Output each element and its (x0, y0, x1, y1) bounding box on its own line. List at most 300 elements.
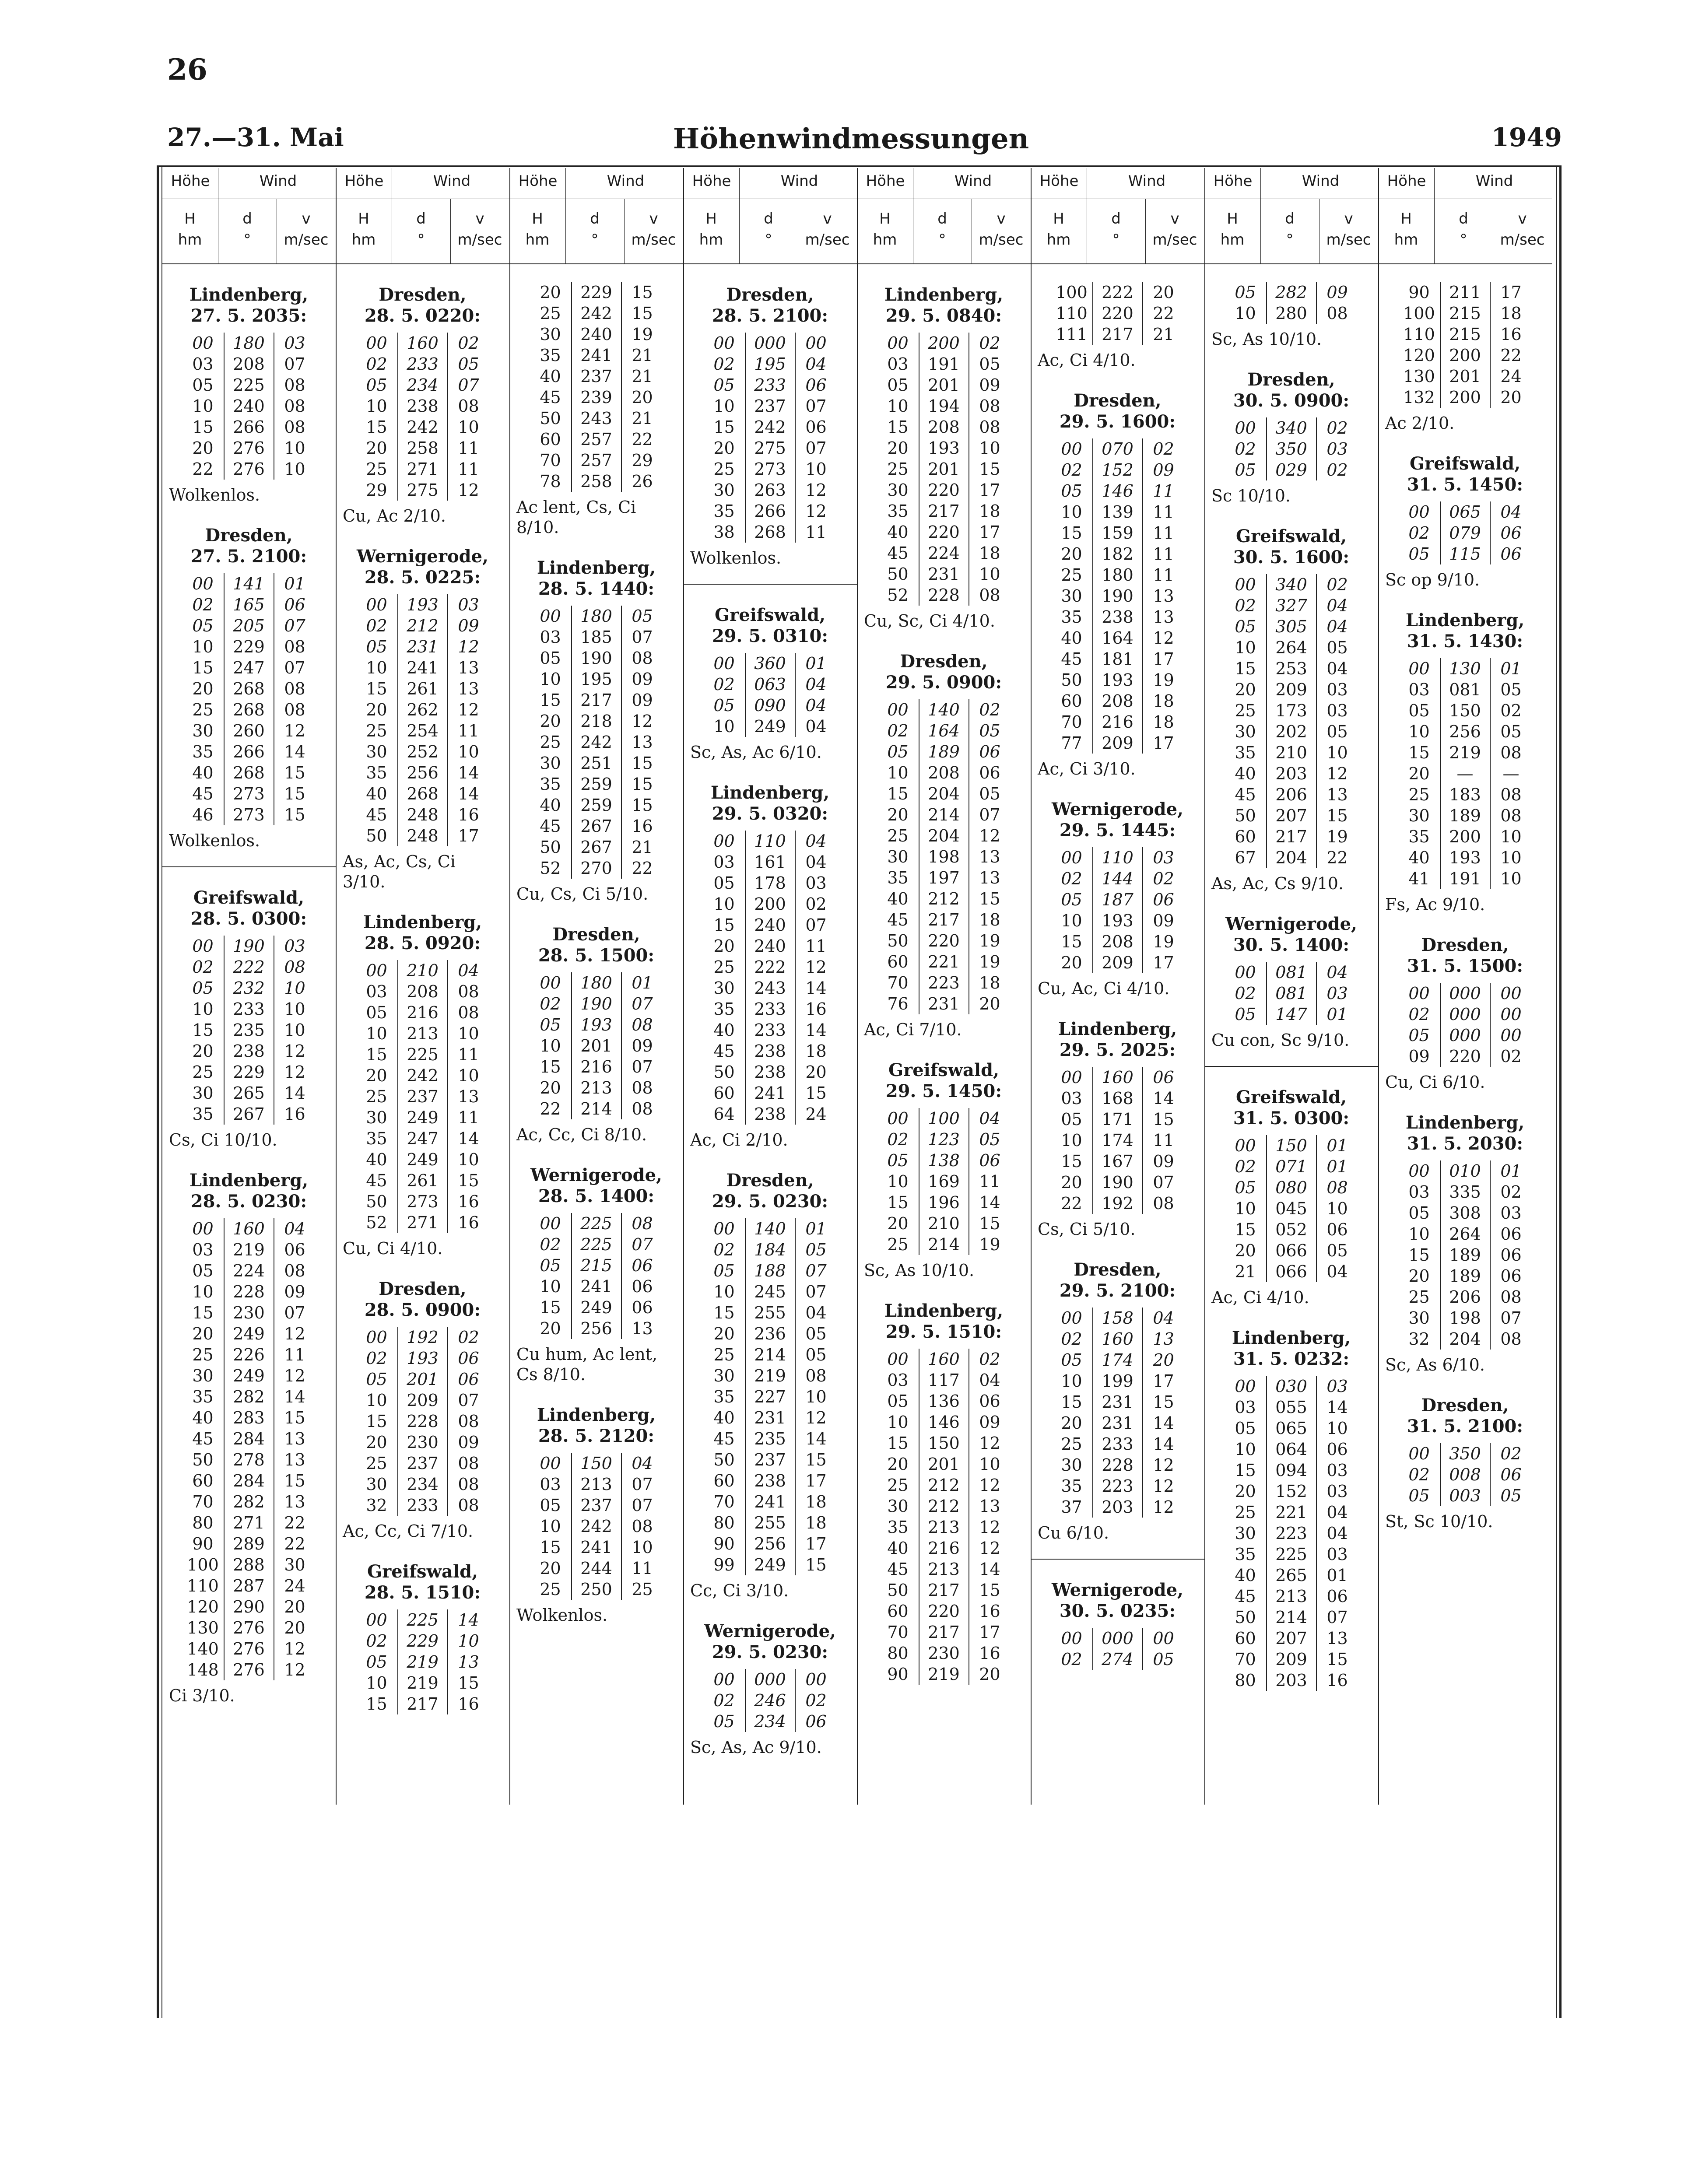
table-row (530, 408, 663, 429)
table-row (1051, 1371, 1184, 1392)
direction-cell: 210 (1267, 742, 1316, 763)
column-header (1204, 168, 1378, 264)
header-v: v (649, 210, 658, 228)
speed-cell: 16 (979, 1602, 1000, 1621)
station-heading (169, 525, 329, 567)
table-row (530, 1579, 663, 1600)
speed-cell: 04 (1327, 659, 1348, 678)
speed-cell: 02 (1500, 1182, 1522, 1202)
height-cell: 00 (1408, 984, 1430, 1003)
direction-cell: 070 (1093, 438, 1143, 459)
height-cell: 05 (887, 375, 909, 395)
table-row (1399, 324, 1532, 345)
direction-cell: 164 (1093, 628, 1143, 649)
speed-cell: 16 (458, 1192, 479, 1211)
direction-cell: 203 (1267, 1670, 1316, 1691)
station-heading (169, 887, 329, 929)
wind-table (1051, 1628, 1184, 1670)
table-row (1051, 1308, 1184, 1329)
height-cell: 80 (192, 1513, 214, 1532)
table-row (877, 720, 1011, 741)
speed-cell: 08 (1500, 743, 1522, 762)
direction-cell: 288 (224, 1554, 274, 1575)
speed-cell: 07 (632, 1475, 653, 1494)
height-cell: 00 (1408, 1444, 1430, 1463)
height-cell: 90 (192, 1534, 214, 1553)
direction-cell: 169 (919, 1171, 969, 1192)
table-row (1051, 889, 1184, 910)
speed-cell: 03 (1153, 848, 1174, 867)
direction-cell: 229 (224, 636, 274, 657)
height-cell: 10 (1235, 638, 1256, 657)
height-cell: 80 (1235, 1671, 1256, 1690)
speed-cell: 04 (458, 961, 479, 980)
direction-cell: 178 (745, 873, 795, 894)
page-title: Höhenwindmessungen (673, 123, 1029, 155)
station-heading (864, 651, 1024, 693)
speed-cell: 03 (1327, 1482, 1348, 1501)
speed-cell: 07 (284, 658, 305, 677)
station-name: Dresden, (1421, 935, 1509, 955)
height-cell: 25 (1061, 1434, 1082, 1454)
table-row (182, 1041, 316, 1062)
direction-cell: 233 (398, 1495, 448, 1516)
direction-cell: 209 (1267, 679, 1316, 700)
speed-cell: 11 (1153, 565, 1174, 585)
height-cell: 15 (1061, 1392, 1082, 1412)
table-row (704, 1344, 837, 1365)
table-row (1399, 543, 1532, 564)
table-row (356, 1348, 489, 1369)
height-cell: 30 (540, 325, 561, 344)
direction-cell: 257 (572, 429, 621, 450)
table-row (1051, 1329, 1184, 1350)
direction-cell: 146 (919, 1412, 969, 1433)
direction-cell: 217 (572, 690, 621, 711)
table-row (1399, 366, 1532, 387)
speed-cell: 19 (1327, 827, 1348, 846)
speed-cell: 10 (1327, 1419, 1348, 1438)
station-block (516, 1165, 676, 1385)
cloud-remark: Ac, Cc, Ci 7/10. (343, 1521, 474, 1541)
speed-cell: 11 (979, 1172, 1000, 1191)
station-heading (1385, 935, 1545, 977)
height-cell: 00 (540, 1214, 561, 1233)
speed-cell: 22 (632, 430, 653, 449)
table-row (704, 999, 837, 1020)
height-cell: 25 (1235, 1503, 1256, 1522)
direction-cell: 223 (1093, 1476, 1143, 1497)
height-cell: 15 (887, 417, 909, 437)
direction-cell: 045 (1267, 1198, 1316, 1219)
direction-cell: 350 (1440, 1443, 1490, 1464)
wind-table (530, 1213, 663, 1339)
height-cell: 110 (187, 1576, 219, 1595)
column-header (857, 168, 1031, 264)
speed-cell: 13 (979, 847, 1000, 866)
table-row (1225, 1628, 1358, 1649)
station-block (1385, 1112, 1545, 1375)
direction-cell: 247 (224, 657, 274, 678)
table-row (1051, 1497, 1184, 1518)
table-row (530, 1234, 663, 1255)
table-row (704, 1239, 837, 1260)
header-d: d (416, 210, 426, 228)
station-name: Wernigerode, (530, 1165, 662, 1185)
speed-cell: 02 (1327, 575, 1348, 594)
table-row (877, 846, 1011, 867)
speed-cell: 02 (458, 1328, 479, 1347)
height-cell: 02 (1408, 1465, 1430, 1484)
table-row (704, 1281, 837, 1302)
table-row (1051, 733, 1184, 754)
table-row (1225, 1156, 1358, 1177)
direction-cell: 204 (919, 825, 969, 846)
direction-cell: 138 (919, 1150, 969, 1171)
height-cell: 03 (1408, 1182, 1430, 1202)
height-cell: 00 (713, 1670, 735, 1689)
section-rule (1031, 1559, 1204, 1560)
speed-cell: 13 (1153, 1329, 1174, 1349)
station-block (864, 651, 1024, 1040)
direction-cell: 066 (1267, 1261, 1316, 1282)
height-cell: 100 (187, 1555, 219, 1574)
height-cell: 00 (366, 333, 387, 353)
height-cell: 40 (1235, 764, 1256, 783)
table-row (1225, 1418, 1358, 1439)
direction-cell: 238 (398, 396, 448, 417)
table-row (877, 1601, 1011, 1622)
speed-cell: 12 (458, 480, 479, 500)
header-H-hm (509, 208, 565, 250)
direction-cell: 193 (1093, 670, 1143, 691)
speed-cell: 13 (1327, 785, 1348, 804)
speed-cell: 13 (458, 679, 479, 698)
speed-cell: 18 (805, 1492, 827, 1511)
direction-cell: 000 (1093, 1628, 1143, 1649)
direction-cell: 193 (572, 1014, 621, 1035)
direction-cell: 238 (1093, 606, 1143, 628)
height-cell: 29 (366, 480, 387, 500)
table-row (1225, 1135, 1358, 1156)
height-cell: 20 (1061, 1173, 1082, 1192)
station-date: 27. 5. 2100: (190, 546, 307, 567)
height-cell: 25 (1408, 1287, 1430, 1307)
speed-cell: 10 (284, 438, 305, 458)
cloud-remark: Ac lent, Cs, Ci 8/10. (516, 498, 636, 537)
speed-cell: 05 (1327, 638, 1348, 657)
direction-cell: 094 (1267, 1460, 1316, 1481)
direction-cell: 238 (745, 1470, 795, 1491)
height-cell: 30 (1061, 1455, 1082, 1475)
station-block (1211, 526, 1371, 894)
height-cell: 45 (540, 817, 561, 836)
speed-cell: 06 (458, 1370, 479, 1389)
height-cell: 20 (192, 679, 214, 698)
station-date: 31. 5. 1430: (1407, 631, 1523, 652)
header-d-deg (218, 208, 277, 250)
height-cell: 25 (192, 1345, 214, 1364)
speed-cell: 10 (1500, 869, 1522, 888)
speed-cell: 14 (1327, 1398, 1348, 1417)
direction-cell: 189 (1440, 1244, 1490, 1266)
height-cell: 10 (366, 1391, 387, 1410)
direction-cell: 248 (398, 825, 448, 846)
cloud-remark: Cu hum, Ac lent, Cs 8/10. (516, 1345, 658, 1384)
speed-cell: 10 (1327, 1199, 1348, 1218)
speed-cell: 08 (1327, 304, 1348, 323)
speed-cell: 13 (632, 1319, 653, 1338)
direction-cell: 216 (572, 1056, 621, 1077)
cloud-remark: Cu, Ci 4/10. (343, 1239, 443, 1258)
direction-cell: 249 (224, 1365, 274, 1386)
station-block (1038, 1580, 1197, 1670)
height-cell: 148 (187, 1660, 219, 1679)
table-row (182, 936, 316, 957)
height-cell: 25 (713, 957, 735, 977)
table-row (182, 354, 316, 375)
direction-cell: 204 (919, 783, 969, 804)
wind-table (182, 333, 316, 480)
height-cell: 25 (540, 1580, 561, 1599)
table-row (356, 1651, 489, 1672)
table-row (1051, 931, 1184, 952)
table-row (356, 1191, 489, 1212)
direction-cell: 340 (1267, 417, 1316, 438)
height-cell: 00 (366, 595, 387, 614)
height-cell: 10 (192, 637, 214, 656)
speed-cell: 07 (979, 805, 1000, 824)
speed-cell: 14 (284, 1083, 305, 1103)
station-name: Dresden, (1074, 390, 1162, 411)
table-row (182, 804, 316, 825)
table-row (1399, 763, 1532, 784)
speed-cell: 13 (458, 1087, 479, 1106)
station-heading (1211, 526, 1371, 568)
direction-cell: 308 (1440, 1202, 1490, 1223)
direction-cell: 283 (224, 1407, 274, 1428)
direction-cell: 265 (224, 1083, 274, 1104)
table-row (704, 978, 837, 999)
table-row (1225, 574, 1358, 595)
speed-cell: 15 (805, 1555, 827, 1574)
height-cell: 45 (713, 1429, 735, 1448)
direction-cell: 055 (1267, 1397, 1316, 1418)
direction-cell: 189 (919, 741, 969, 762)
table-row (1051, 1193, 1184, 1214)
table-row (356, 678, 489, 699)
direction-cell: 230 (224, 1302, 274, 1323)
speed-cell: 04 (805, 354, 827, 374)
table-row (356, 1086, 489, 1107)
speed-cell: 18 (979, 973, 1000, 992)
speed-cell: 08 (284, 396, 305, 416)
table-row (356, 825, 489, 846)
speed-cell: 09 (979, 375, 1000, 395)
height-cell: 05 (366, 637, 387, 656)
station-block (1038, 799, 1197, 999)
speed-cell: 03 (1327, 1461, 1348, 1480)
speed-cell: 13 (458, 658, 479, 677)
station-date: 29. 5. 0320: (712, 803, 828, 824)
direction-cell: 150 (1440, 700, 1490, 721)
height-cell: 60 (1235, 827, 1256, 846)
height-cell: 05 (192, 978, 214, 998)
direction-cell: 219 (224, 1239, 274, 1260)
speed-cell: 12 (979, 1518, 1000, 1537)
direction-cell: 267 (224, 1104, 274, 1125)
header-hm: hm (525, 231, 550, 249)
height-cell: 35 (887, 868, 909, 887)
speed-cell: 13 (979, 868, 1000, 887)
direction-cell: 221 (919, 951, 969, 972)
wind-table (1399, 983, 1532, 1067)
table-row (877, 825, 1011, 846)
header-hm: hm (1394, 231, 1418, 249)
direction-cell: 256 (745, 1533, 795, 1554)
speed-cell: 20 (632, 388, 653, 407)
speed-cell: 05 (1153, 1650, 1174, 1669)
direction-cell: 215 (1440, 324, 1490, 345)
speed-cell: 10 (458, 417, 479, 437)
speed-cell: 13 (1153, 586, 1174, 606)
height-cell: 10 (540, 1036, 561, 1055)
table-row (530, 1213, 663, 1234)
speed-cell: 09 (632, 691, 653, 710)
height-cell: 05 (713, 873, 735, 893)
direction-cell: 190 (224, 936, 274, 957)
table-row (704, 1218, 837, 1239)
height-cell: 02 (1235, 1157, 1256, 1176)
direction-cell: 203 (1267, 763, 1316, 784)
height-cell: 02 (887, 1130, 909, 1149)
table-row (1225, 700, 1358, 721)
header-H: H (705, 210, 717, 228)
height-cell: 20 (540, 283, 561, 302)
speed-cell: 18 (1500, 304, 1522, 323)
direction-cell: 258 (398, 438, 448, 459)
direction-cell: 242 (398, 417, 448, 438)
height-cell: 03 (1235, 1398, 1256, 1417)
height-cell: 40 (1235, 1566, 1256, 1585)
table-row (1051, 1067, 1184, 1088)
direction-cell: 081 (1267, 983, 1316, 1004)
table-row (356, 960, 489, 981)
height-cell: 50 (366, 826, 387, 845)
direction-cell: 190 (572, 648, 621, 669)
column-5 (857, 168, 1032, 1805)
direction-cell: 240 (572, 324, 621, 345)
speed-cell: 04 (632, 1454, 653, 1473)
height-cell: 35 (887, 1518, 909, 1537)
direction-cell: 008 (1440, 1464, 1490, 1485)
speed-cell: 07 (1153, 1173, 1174, 1192)
speed-cell: 03 (284, 936, 305, 956)
height-cell: 00 (192, 574, 214, 593)
height-cell: 15 (1408, 743, 1430, 762)
station-date: 30. 5. 0235: (1059, 1601, 1176, 1621)
table-row (877, 1517, 1011, 1538)
height-cell: 60 (540, 430, 561, 449)
speed-cell: 12 (1153, 1455, 1174, 1475)
direction-cell: 242 (398, 1065, 448, 1086)
speed-cell: 13 (1327, 1629, 1348, 1648)
height-cell: 20 (1408, 764, 1430, 783)
station-heading (1385, 1395, 1545, 1437)
direction-cell: 241 (572, 345, 621, 366)
table-row (1399, 658, 1532, 679)
height-cell: 03 (366, 982, 387, 1001)
direction-cell: 261 (398, 1170, 448, 1191)
speed-cell: 10 (1500, 848, 1522, 867)
speed-cell: 06 (805, 1712, 827, 1731)
direction-cell: 071 (1267, 1156, 1316, 1177)
table-row (182, 1365, 316, 1386)
table-row (1399, 1223, 1532, 1244)
wind-table (704, 333, 837, 543)
direction-cell: 197 (919, 867, 969, 888)
speed-cell: 09 (1153, 460, 1174, 480)
direction-cell: 246 (745, 1690, 795, 1711)
station-name: Greifswald, (193, 887, 305, 908)
station-block (343, 1279, 502, 1541)
speed-cell: 06 (1153, 890, 1174, 909)
speed-cell: 06 (458, 1349, 479, 1368)
cloud-remark: Ac, Ci 2/10. (690, 1130, 788, 1150)
height-cell: 15 (713, 1303, 735, 1322)
speed-cell: 13 (284, 1450, 305, 1469)
table-row (530, 1056, 663, 1077)
speed-cell: 15 (805, 1450, 827, 1469)
table-row (530, 690, 663, 711)
direction-cell: 340 (1267, 574, 1316, 595)
table-row (182, 1638, 316, 1659)
direction-cell: 276 (224, 1659, 274, 1680)
header-H: H (879, 210, 891, 228)
speed-cell: 13 (284, 1429, 305, 1448)
speed-cell: 07 (458, 375, 479, 395)
table-row (356, 333, 489, 354)
height-cell: 25 (366, 1454, 387, 1473)
column-body (509, 282, 683, 1625)
wind-table (530, 1453, 663, 1600)
height-cell: 15 (1235, 659, 1256, 678)
direction-cell: 187 (1093, 889, 1143, 910)
direction-cell: 254 (398, 720, 448, 741)
speed-cell: 15 (979, 1581, 1000, 1600)
cloud-remark: Wolkenlos. (169, 485, 260, 505)
direction-cell: 065 (1440, 501, 1490, 522)
station-date: 28. 5. 1400: (538, 1186, 655, 1206)
station-block (1211, 369, 1371, 506)
speed-cell: 04 (805, 717, 827, 736)
direction-cell: 234 (398, 1474, 448, 1495)
header-unit: m/sec (284, 231, 329, 249)
station-heading (1038, 1580, 1197, 1622)
station-heading (1385, 1112, 1545, 1154)
height-cell: 25 (540, 733, 561, 752)
column-1 (162, 168, 337, 1805)
table-row (704, 501, 837, 522)
header-unit: m/sec (1152, 231, 1197, 249)
height-cell: 15 (192, 658, 214, 677)
table-row (1399, 522, 1532, 543)
height-cell: 00 (713, 831, 735, 851)
table-row (356, 699, 489, 720)
table-row (1051, 1151, 1184, 1172)
station-name: Lindenberg, (363, 912, 482, 932)
speed-cell: 06 (1500, 1266, 1522, 1286)
